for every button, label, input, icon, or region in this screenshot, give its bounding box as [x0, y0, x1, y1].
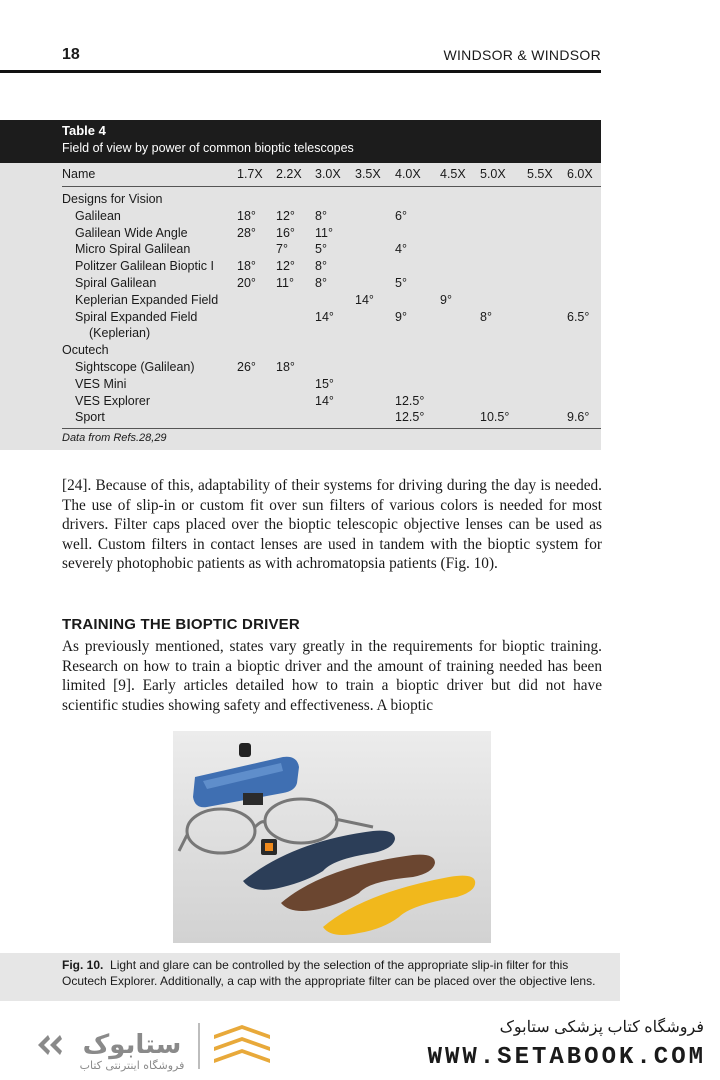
- table-number: Table 4: [62, 123, 106, 138]
- paragraph-filters: [24]. Because of this, adaptability of their systems for driving during the day is needed. The use of slip-in or custom fit over sun filters of various colors is needed for most drivers. Filter caps placed over the bioptic telescopic objective lenses can be used as well. Custom filters in contact lenses are used in tandem with the bioptic system for severely photophobic patients as with achromatopsia patients (Fig. 10).: [62, 477, 602, 573]
- table-bottom-rule: [62, 428, 601, 429]
- table-row: [62, 326, 601, 343]
- table-cell: 18°: [237, 208, 256, 223]
- telescope-icon: [193, 743, 299, 807]
- figure-caption-box: [0, 953, 620, 1001]
- table-cell: 11°: [276, 276, 294, 290]
- running-head: WINDSOR & WINDSOR: [443, 47, 601, 63]
- setabook-logo: [32, 1015, 282, 1075]
- table-cell: 14°: [355, 292, 374, 307]
- table-cell: 9°: [440, 292, 452, 307]
- table-cell: 26°: [237, 360, 256, 374]
- page-number: 18: [62, 46, 80, 63]
- table-row: [62, 410, 601, 427]
- table-row: [62, 360, 601, 377]
- table-cell: 6°: [395, 208, 407, 223]
- table-cell: 7°: [276, 242, 288, 257]
- chevron-icon: [214, 1025, 270, 1039]
- table-cell: 8°: [315, 208, 327, 223]
- table-cell: 18°: [276, 360, 295, 374]
- column-header: 5.5X: [527, 167, 553, 181]
- column-header: Name: [62, 167, 96, 181]
- section-title: TRAINING THE BIOPTIC DRIVER: [62, 616, 300, 633]
- table-row: [62, 293, 601, 310]
- column-header: 3.0X: [315, 167, 341, 181]
- table-row: [62, 310, 601, 327]
- row-name: Designs for Vision: [62, 192, 163, 206]
- row-name: Keplerian Expanded Field: [75, 292, 219, 307]
- table-cell: 8°: [480, 309, 492, 324]
- table-cell: 12.5°: [395, 410, 425, 425]
- column-header: 6.0X: [567, 167, 593, 181]
- table-cell: 18°: [237, 259, 256, 274]
- header-rule: [0, 70, 601, 73]
- table-cell: 16°: [276, 225, 295, 240]
- table-cell: 12°: [276, 208, 295, 223]
- store-name: فروشگاه کتاب پزشکی ستابوک: [499, 1019, 704, 1036]
- table-row: [62, 192, 601, 209]
- figure-caption: [62, 958, 602, 989]
- row-name: (Keplerian): [89, 326, 151, 341]
- table-cell: 12.5°: [395, 393, 425, 408]
- row-name: Sport: [75, 410, 105, 425]
- table-cell: 12°: [276, 259, 295, 274]
- row-name: Ocutech: [62, 343, 109, 358]
- table-row: [62, 209, 601, 226]
- table-cell: 9.6°: [567, 410, 590, 425]
- column-header: 4.0X: [395, 167, 421, 181]
- column-header: 1.7X: [237, 167, 263, 181]
- row-name: Spiral Galilean: [75, 276, 157, 290]
- table-cell: 5°: [315, 242, 327, 257]
- table-row: [62, 276, 601, 293]
- row-name: Galilean Wide Angle: [75, 225, 188, 240]
- logo-wordmark: ستابوک: [82, 1030, 182, 1060]
- table-cell: 4°: [395, 242, 407, 257]
- table-cell: 5°: [395, 276, 407, 290]
- store-url[interactable]: WWW.SETABOOK.COM: [427, 1044, 706, 1071]
- table-cell: 8°: [315, 259, 327, 274]
- table-note: Data from Refs.28,29: [62, 432, 167, 444]
- row-name: Sightscope (Galilean): [75, 360, 195, 374]
- row-name: Politzer Galilean Bioptic I: [75, 259, 214, 274]
- table-cell: 14°: [315, 309, 334, 324]
- table-header-rule: [62, 186, 601, 187]
- bioptic-filters-illustration: [173, 731, 491, 943]
- figure-photo: [173, 731, 491, 943]
- footer-banner: [0, 1001, 720, 1080]
- column-header: 4.5X: [440, 167, 466, 181]
- table-cell: 11°: [315, 225, 333, 240]
- table-cell: 8°: [315, 276, 327, 290]
- figure-label: Fig. 10.: [62, 958, 104, 972]
- table-column-headers: [62, 167, 601, 185]
- row-name: Spiral Expanded Field: [75, 309, 198, 324]
- table-row: [62, 226, 601, 243]
- table-cell: 10.5°: [480, 410, 510, 425]
- figure-caption-text: Light and glare can be controlled by the selection of the appropriate slip-in filter for this Ocutech Explorer. Additionally, a cap with the appropriate filter can be placed over the objective lens.: [62, 958, 596, 988]
- table-4: [0, 120, 601, 450]
- table-cell: 15°: [315, 376, 334, 391]
- table-cell: 20°: [237, 276, 256, 290]
- table-cell: 9°: [395, 309, 407, 324]
- row-name: VES Mini: [75, 376, 127, 391]
- table-row: [62, 242, 601, 259]
- table-cell: 6.5°: [567, 309, 590, 324]
- row-name: Micro Spiral Galilean: [75, 242, 191, 257]
- row-name: VES Explorer: [75, 393, 151, 408]
- table-row: [62, 394, 601, 411]
- column-header: 3.5X: [355, 167, 381, 181]
- column-header: 5.0X: [480, 167, 506, 181]
- table-row: [62, 259, 601, 276]
- table-header-bar: [0, 120, 601, 163]
- row-name: Galilean: [75, 208, 121, 223]
- page-header: [0, 44, 601, 74]
- table-caption: Field of view by power of common bioptic telescopes: [62, 141, 354, 155]
- logo-subtitle: فروشگاه اینترنتی کتاب: [79, 1059, 185, 1072]
- column-header: 2.2X: [276, 167, 302, 181]
- paragraph-training: As previously mentioned, states vary greatly in the requirements for bioptic training. Research on how to train a bioptic driver and the amount of training needed has been limited [9]. Early articles detailed how to train a bioptic driver but did not have scientific studies showing safety and effectiveness. A bioptic: [62, 638, 602, 714]
- table-cell: 28°: [237, 225, 256, 240]
- table-row: [62, 377, 601, 394]
- table-cell: 14°: [315, 393, 334, 408]
- table-row: [62, 343, 601, 360]
